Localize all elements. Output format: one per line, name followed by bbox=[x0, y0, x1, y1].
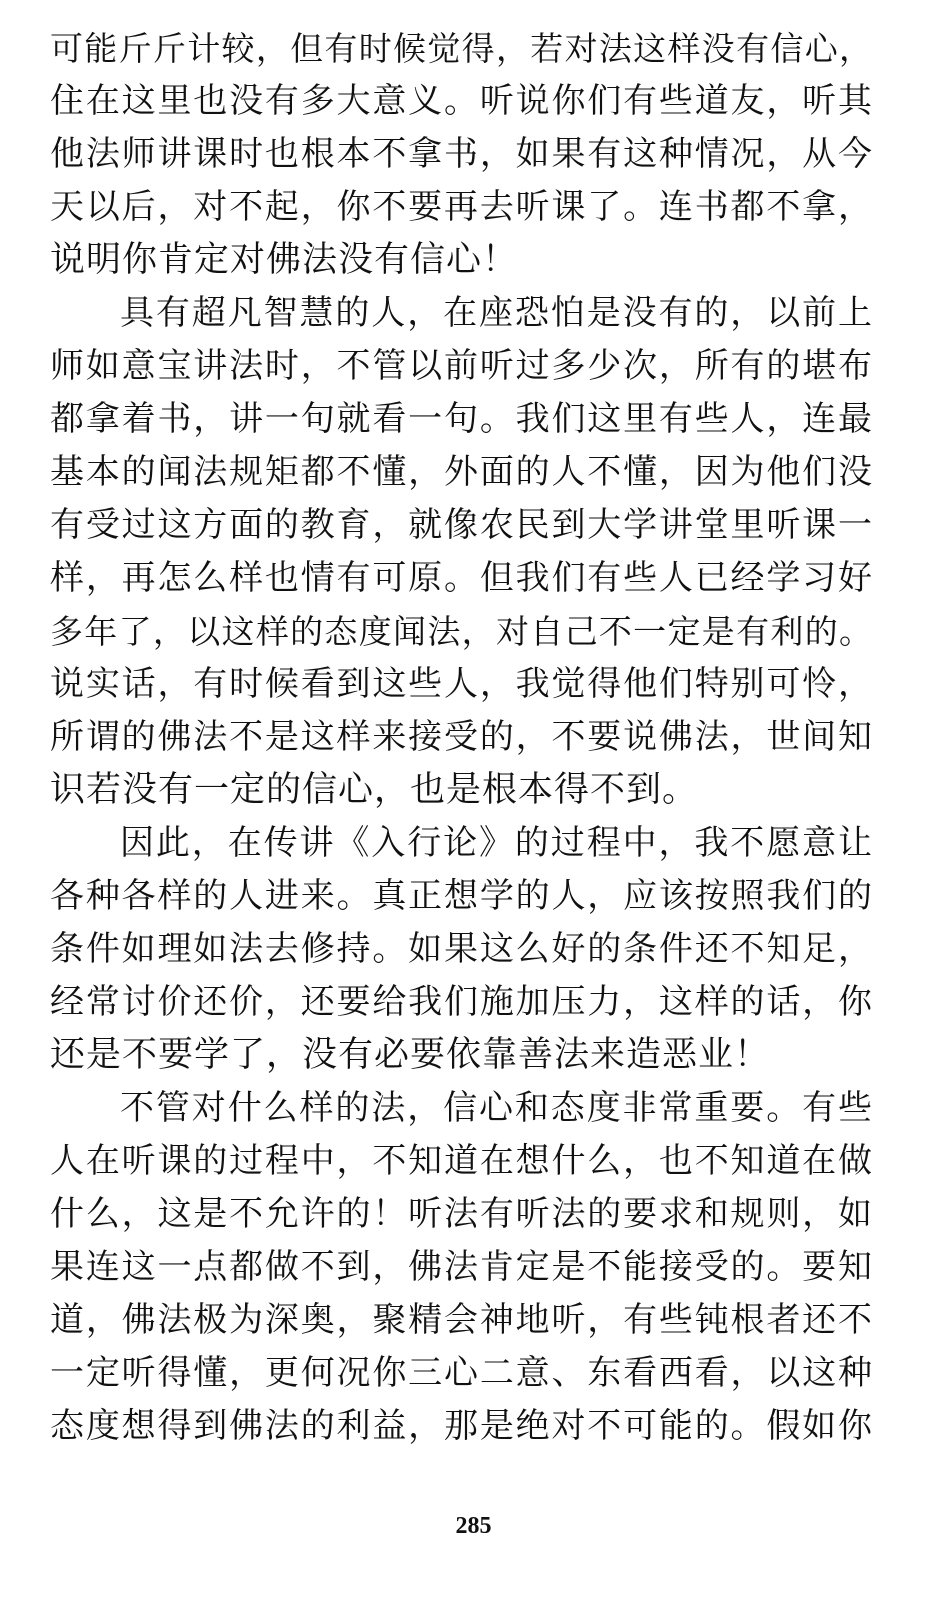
body-text bbox=[50, 22, 873, 1453]
text-line: 还是不要学了，没有必要依靠善法来造恶业！ bbox=[50, 1035, 771, 1075]
text-line: 各种各样的人进来。真正想学的人，应该按照我们的 bbox=[50, 876, 873, 916]
page-number: 285 bbox=[455, 1513, 492, 1539]
text-line: 都拿着书，讲一句就看一句。我们这里有些人，连最 bbox=[50, 399, 873, 439]
text-line: 识若没有一定的信心，也是根本得不到。 bbox=[50, 770, 699, 810]
text-line: 基本的闻法规矩都不懂，外面的人不懂，因为他们没 bbox=[50, 452, 873, 492]
text-line: 他法师讲课时也根本不拿书，如果有这种情况，从今 bbox=[50, 134, 873, 174]
text-line: 说明你肯定对佛法没有信心！ bbox=[50, 240, 519, 280]
text-line: 多年了，以这样的态度闻法，对自己不一定是有利的。 bbox=[50, 612, 873, 651]
text-line: 经常讨价还价，还要给我们施加压力，这样的话，你 bbox=[50, 982, 873, 1022]
text-line: 天以后，对不起，你不要再去听课了。连书都不拿， bbox=[50, 187, 873, 227]
text-line: 人在听课的过程中，不知道在想什么，也不知道在做 bbox=[50, 1141, 873, 1181]
paragraph-first-line: 具有超凡智慧的人，在座恐怕是没有的，以前上 bbox=[120, 293, 873, 333]
paragraph-first-line: 因此，在传讲《入行论》的过程中，我不愿意让 bbox=[120, 823, 873, 863]
text-line: 师如意宝讲法时，不管以前听过多少次，所有的堪布 bbox=[50, 346, 873, 386]
text-line: 有受过这方面的教育，就像农民到大学讲堂里听课一 bbox=[50, 505, 873, 545]
text-line: 态度想得到佛法的利益，那是绝对不可能的。假如你 bbox=[50, 1406, 873, 1446]
text-line: 所谓的佛法不是这样来接受的，不要说佛法，世间知 bbox=[50, 717, 873, 757]
text-line: 住在这里也没有多大意义。听说你们有些道友，听其 bbox=[50, 81, 873, 121]
text-line: 一定听得懂，更何况你三心二意、东看西看，以这种 bbox=[50, 1353, 873, 1393]
text-line: 道，佛法极为深奥，聚精会神地听，有些钝根者还不 bbox=[50, 1300, 873, 1340]
text-line: 说实话，有时候看到这些人，我觉得他们特别可怜， bbox=[50, 664, 873, 704]
text-line: 条件如理如法去修持。如果这么好的条件还不知足， bbox=[50, 929, 873, 969]
text-line: 果连这一点都做不到，佛法肯定是不能接受的。要知 bbox=[50, 1247, 873, 1287]
text-line: 可能斤斤计较，但有时候觉得，若对法这样没有信心， bbox=[50, 29, 873, 68]
text-line: 样，再怎么样也情有可原。但我们有些人已经学习好 bbox=[50, 558, 873, 598]
paragraph-first-line: 不管对什么样的法，信心和态度非常重要。有些 bbox=[120, 1088, 873, 1128]
text-line: 什么，这是不允许的！听法有听法的要求和规则，如 bbox=[50, 1194, 873, 1234]
